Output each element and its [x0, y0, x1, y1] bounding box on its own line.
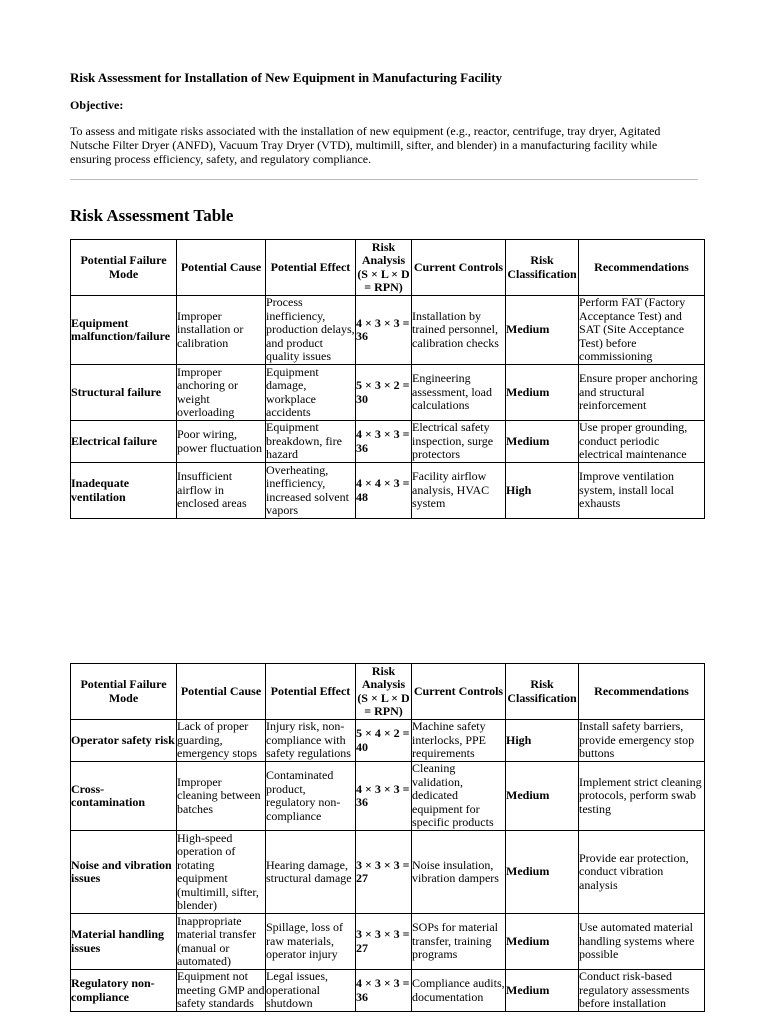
cell-failure-mode: Equipment malfunction/failure [71, 296, 177, 365]
table-row [71, 421, 705, 463]
cell-failure-mode: Noise and vibration issues [71, 831, 177, 914]
cell-recommendations: Implement strict cleaning protocols, perform swab testing [579, 762, 705, 831]
cell-controls: Installation by trained personnel, calibration checks [412, 296, 506, 365]
cell-controls: SOPs for material transfer, training programs [412, 914, 506, 970]
cell-failure-mode: Operator safety risk [71, 720, 177, 762]
header-cause: Potential Cause [177, 664, 266, 720]
risk-table-2 [70, 663, 705, 1012]
cell-effect: Equipment damage, workplace accidents [266, 365, 356, 421]
cell-classification: Medium [506, 296, 579, 365]
cell-controls: Machine safety interlocks, PPE requirements [412, 720, 506, 762]
cell-failure-mode: Structural failure [71, 365, 177, 421]
cell-rpn: 4 × 3 × 3 = 36 [356, 421, 412, 463]
cell-classification: Medium [506, 831, 579, 914]
cell-effect: Spillage, loss of raw materials, operator injury [266, 914, 356, 970]
section-title: Risk Assessment Table [70, 206, 234, 225]
cell-recommendations: Ensure proper anchoring and structural reinforcement [579, 365, 705, 421]
cell-recommendations: Improve ventilation system, install local exhausts [579, 463, 705, 519]
cell-cause: Lack of proper guarding, emergency stops [177, 720, 266, 762]
cell-rpn: 3 × 3 × 3 = 27 [356, 914, 412, 970]
cell-recommendations: Use proper grounding, conduct periodic electrical maintenance [579, 421, 705, 463]
table-row [71, 463, 705, 519]
table-row [71, 296, 705, 365]
cell-rpn: 4 × 3 × 3 = 36 [356, 970, 412, 1012]
table-header-row [71, 240, 705, 296]
cell-cause: Poor wiring, power fluctuation [177, 421, 266, 463]
cell-cause: Inappropriate material transfer (manual or automated) [177, 914, 266, 970]
cell-rpn: 3 × 3 × 3 = 27 [356, 831, 412, 914]
cell-effect: Process inefficiency, production delays, and product quality issues [266, 295, 355, 364]
table-row [71, 970, 705, 1012]
cell-controls: Compliance audits, documentation [412, 970, 506, 1012]
cell-effect: Injury risk, non-compliance with safety regulations [266, 720, 356, 762]
objective-label: Objective: [70, 98, 124, 112]
cell-cause: High-speed operation of rotating equipment (multimill, sifter, blender) [177, 831, 266, 914]
cell-classification: Medium [506, 365, 579, 421]
horizontal-divider [70, 179, 698, 180]
cell-effect: Contaminated product, regulatory non-compliance [266, 762, 356, 831]
cell-failure-mode: Material handling issues [71, 914, 177, 970]
header-risk-analysis: Risk Analysis (S × L × D = RPN) [357, 663, 410, 718]
cell-failure-mode: Regulatory non-compliance [71, 970, 177, 1012]
cell-rpn: 5 × 3 × 2 = 30 [356, 365, 412, 421]
cell-rpn: 4 × 3 × 3 = 36 [356, 296, 412, 365]
cell-classification: High [506, 463, 579, 519]
cell-effect: Legal issues, operational shutdown [266, 970, 356, 1012]
cell-controls: Cleaning validation, dedicated equipment for specific products [412, 762, 506, 831]
table-header-row [71, 664, 705, 720]
header-effect: Potential Effect [266, 240, 356, 296]
cell-recommendations: Provide ear protection, conduct vibration analysis [579, 831, 705, 914]
cell-effect: Hearing damage, structural damage [266, 831, 356, 914]
header-controls: Current Controls [412, 664, 506, 720]
cell-rpn: 4 × 3 × 3 = 36 [356, 762, 412, 831]
document-title: Risk Assessment for Installation of New Equipment in Manufacturing Facility [70, 70, 503, 85]
risk-table-1 [70, 239, 705, 519]
header-controls: Current Controls [412, 240, 506, 296]
table-row [71, 831, 705, 914]
cell-classification: Medium [506, 914, 579, 970]
cell-cause: Improper cleaning between batches [177, 762, 266, 831]
cell-cause: Insufficient airflow in enclosed areas [177, 463, 266, 519]
table-row [71, 720, 705, 762]
cell-controls: Electrical safety inspection, surge protectors [412, 421, 506, 463]
cell-recommendations: Use automated material handling systems where possible [579, 914, 705, 970]
cell-classification: High [506, 720, 579, 762]
objective-text: To assess and mitigate risks associated with the installation of new equipment (e.g., reactor, centrifuge, tray dryer, Agitated Nutsche Filter Dryer (ANFD), Vacuum Tray Dryer (VTD), multimill, sifter, and blender) in a manufacturing facility while ensuring process efficiency, safety, and regulatory compliance. [70, 124, 661, 166]
header-risk-analysis: Risk Analysis (S × L × D = RPN) [357, 239, 410, 294]
cell-effect: Overheating, inefficiency, increased solvent vapors [266, 463, 356, 519]
cell-classification: Medium [506, 970, 579, 1012]
cell-classification: Medium [506, 421, 579, 463]
cell-classification: Medium [506, 762, 579, 831]
cell-cause: Improper installation or calibration [177, 296, 266, 365]
header-cause: Potential Cause [177, 240, 266, 296]
header-failure-mode: Potential Failure Mode [71, 240, 177, 296]
header-classification: Risk Classification [506, 664, 579, 720]
header-failure-mode: Potential Failure Mode [71, 664, 177, 720]
cell-cause: Equipment not meeting GMP and safety standards [177, 969, 265, 1011]
cell-recommendations: Install safety barriers, provide emergency stop buttons [579, 720, 705, 762]
cell-rpn: 4 × 4 × 3 = 48 [356, 463, 412, 519]
table-row [71, 914, 705, 970]
cell-cause: Improper anchoring or weight overloading [177, 365, 266, 421]
cell-recommendations: Perform FAT (Factory Acceptance Test) and SAT (Site Acceptance Test) before commissioning [579, 296, 705, 365]
cell-effect: Equipment breakdown, fire hazard [266, 421, 356, 463]
header-recommendations: Recommendations [579, 240, 705, 296]
table-row [71, 762, 705, 831]
cell-recommendations: Conduct risk-based regulatory assessments before installation [579, 970, 705, 1012]
cell-controls: Engineering assessment, load calculations [412, 365, 506, 421]
header-effect: Potential Effect [266, 664, 356, 720]
cell-rpn: 5 × 4 × 2 = 40 [356, 720, 412, 762]
header-recommendations: Recommendations [579, 664, 705, 720]
table-row [71, 365, 705, 421]
cell-controls: Noise insulation, vibration dampers [412, 831, 506, 914]
cell-controls: Facility airflow analysis, HVAC system [412, 463, 506, 519]
cell-failure-mode: Electrical failure [71, 421, 177, 463]
cell-failure-mode: Inadequate ventilation [71, 463, 177, 519]
header-classification: Risk Classification [506, 240, 579, 296]
cell-failure-mode: Cross-contamination [71, 762, 177, 831]
